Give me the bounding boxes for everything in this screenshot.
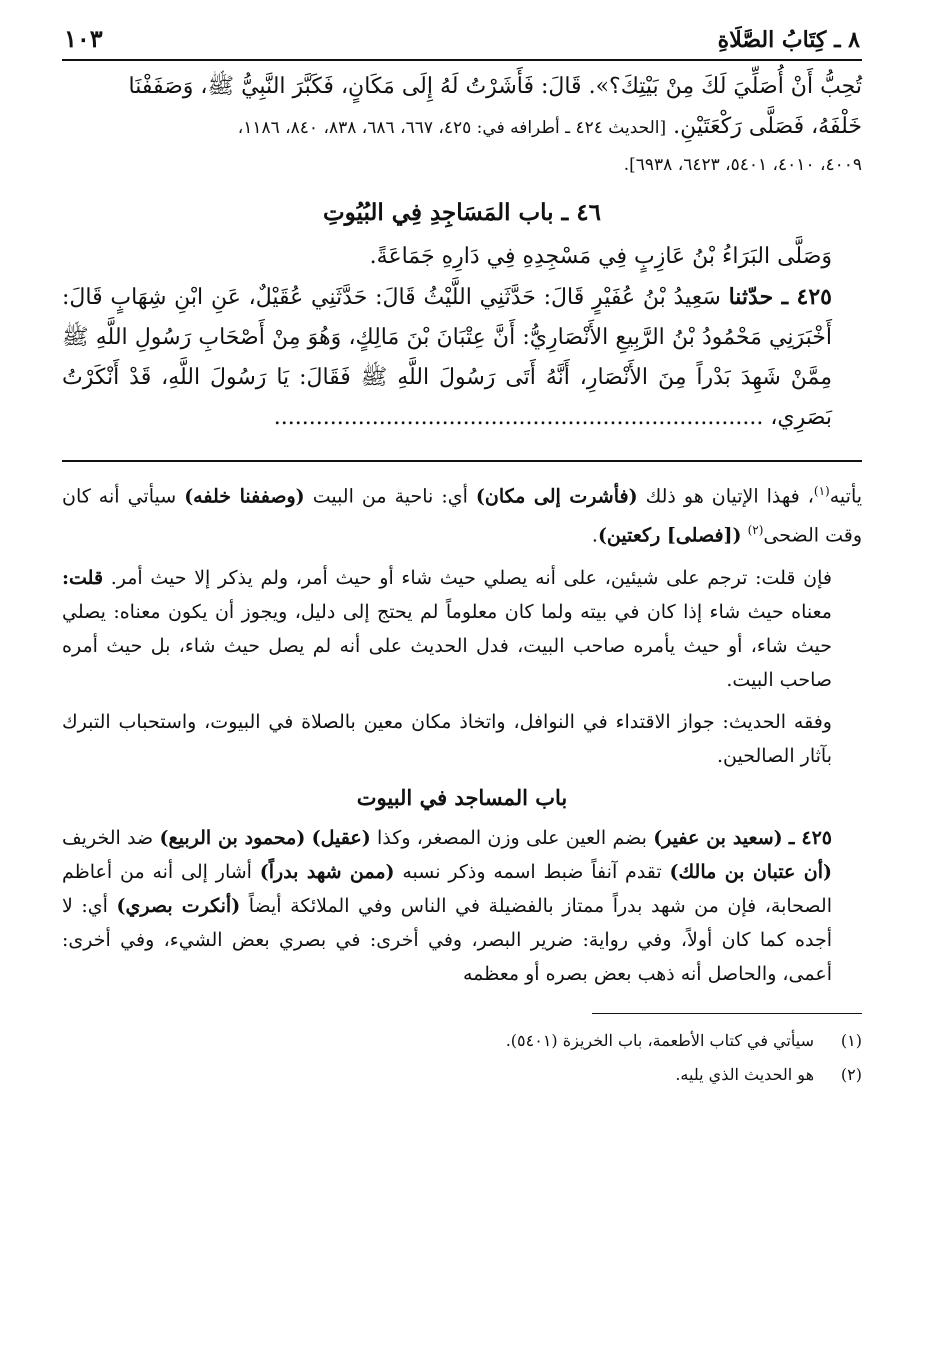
commentary-text: ، فهذا الإتيان هو ذلك (645, 485, 814, 508)
commentary-text: تقدم آنفاً ضبط اسمه وذكر نسبه (402, 860, 662, 883)
quoted-phrase: قلت: (62, 566, 104, 589)
matn-line: خَلْفَهُ، فَصَلَّى رَكْعَتَيْنِ. (673, 114, 862, 139)
footnote-number: (٢) (840, 1064, 862, 1084)
hadith-number: ٤٢٥ ـ (788, 826, 832, 849)
footnote-text: هو الحديث الذي يليه. (675, 1064, 814, 1084)
page-number: ١٠٣ (64, 24, 103, 53)
footnote-text: سيأتي في كتاب الأطعمة، باب الخريزة (٥٤٠١). (505, 1030, 814, 1050)
quoted-phrase: (أن عتبان بن مالك) (669, 860, 833, 883)
matn-line: تُحِبُّ أَنْ أُصَلِّيَ لَكَ مِنْ بَيْتِكَ؟». قَالَ: فَأَشَرْتُ لَهُ إِلَى مَكَانٍ، فَكَبَّرَ النَّبِيُّ ﷺ، وَصَفَفْنَا (128, 74, 862, 99)
hadith-number: ٤٢٥ ـ حدّثنا (728, 284, 832, 310)
footnote-divider (592, 1013, 862, 1014)
hadith-425 (62, 277, 862, 438)
commentary-text: ضد الخريف (62, 826, 154, 849)
quoted-phrase: (سعيد بن عفير) (653, 826, 783, 849)
hadith-text-block (62, 67, 862, 438)
hadith-references-continued: ٤٠٠٩، ٤٠١٠، ٥٤٠١، ٦٤٢٣، ٦٩٣٨]. (623, 155, 862, 175)
commentary-text: بضم العين على وزن المصغر، وكذا (377, 826, 647, 849)
quoted-phrase: (أنكرت بصري) (116, 894, 241, 917)
commentary-text: أي: لا أجده كما كان أولاً، وفي رواية: ضرير البصر، وفي أخرى: في بصري بعض الشيء، وفي أخرى: أعمى، والحاصل أنه ذهب بعض بصره أو معظمه (62, 894, 832, 985)
quoted-phrase: (ممن شهد بدراً) (259, 860, 395, 883)
commentary-text: أي: ناحية من البيت (312, 485, 468, 508)
footnote-ref: (١) (813, 484, 830, 498)
commentary-text: فإن قلت: ترجم على شيئين، على أنه يصلي حيث شاء أو حيث أمر، ولم يذكر إلا حيث أمر. (110, 566, 832, 589)
athar-text: وَصَلَّى البَرَاءُ بْنُ عَازِبٍ فِي مَسْجِدِهِ فِي دَارِهِ جَمَاعَةً. (369, 244, 832, 269)
chapter-title: ٨ ـ كِتَابُ الصَّلَاةِ (717, 27, 860, 53)
commentary-paragraph (62, 474, 862, 553)
quoted-phrase: (محمود بن الربيع) (159, 826, 306, 849)
quoted-phrase: (عقيل) (311, 826, 371, 849)
quoted-phrase: ([فصلى] ركعتين) (597, 524, 742, 547)
commentary-text: سيأتي أنه كان وقت الضحى (62, 485, 862, 547)
footnote (62, 1058, 862, 1092)
quoted-phrase: (فأشرت إلى مكان) (475, 485, 638, 508)
commentary-paragraph (62, 561, 862, 697)
hadith-body: سَعِيدُ بْنُ عُفَيْرٍ قَالَ: حَدَّثَنِي اللَّيْثُ قَالَ: حَدَّثَنِي عُقَيْلٌ، عَنِ ابْنِ شِهَابٍ قَالَ: أَخْبَرَنِي مَحْمُودُ بْنُ الرَّبِيعِ الأَنْصَارِيُّ: أَنَّ عِتْبَانَ بْنَ مَالِكٍ، وَهُوَ مِنْ أَصْحَابِ رَسُولِ اللَّهِ ﷺ مِمَّنْ شَهِدَ بَدْراً مِنَ الأَنْصَارِ، أَنَّهُ أَتَى رَسُولَ اللَّهِ ﷺ فَقَالَ: يَا رَسُولَ اللَّهِ، قَدْ أَنْكَرْتُ بَصَرِي، (62, 285, 832, 430)
quoted-phrase: (وصففنا خلفه) (184, 485, 305, 508)
commentary-text: . (591, 524, 598, 547)
commentary-text: معناه حيث شاء إذا كان في بيته ولما كان معلوماً لم يحتج إلى دليل، ويجوز أن يكون معناه: يصلي حيث شاء، أو حيث يأمره صاحب البيت، فدل الحديث على أنه لم يصل حيث شاء، بل حيث أمره صاحب البيت. (62, 600, 832, 691)
footnote-ref: (٢) (747, 523, 764, 538)
hadith-references: [الحديث ٤٢٤ ـ أطرافه في: ٤٢٥، ٦٦٧، ٦٨٦، ٨٣٨، ٨٤٠، ١١٨٦، (237, 118, 667, 138)
footnote (62, 1024, 862, 1058)
commentary-text: أشار إلى أنه من أعاظم الصحابة، فإن من شهد بدراً ممتاز بالفضيلة في الناس وفي الملائكة أيضاً (62, 860, 832, 917)
footnote-number: (١) (840, 1030, 862, 1050)
chapter-heading: ٤٦ ـ باب المَسَاجِدِ فِي البُيُوتِ (322, 199, 602, 226)
commentary-block (62, 474, 862, 991)
commentary-text: يأتيه (829, 485, 863, 508)
running-head (62, 24, 862, 61)
matn-line-with-refs (62, 107, 862, 147)
commentary-divider (62, 460, 862, 462)
commentary-heading: باب المساجد في البيوت (356, 784, 568, 810)
footnotes (62, 1024, 862, 1092)
continuation-dots: ...................................................................... (273, 405, 764, 430)
commentary-paragraph (62, 821, 862, 991)
commentary-paragraph: وفقه الحديث: جواز الاقتداء في النوافل، واتخاذ مكان معين بالصلاة في البيوت، واستحباب التبرك بآثار الصالحين. (62, 710, 832, 767)
